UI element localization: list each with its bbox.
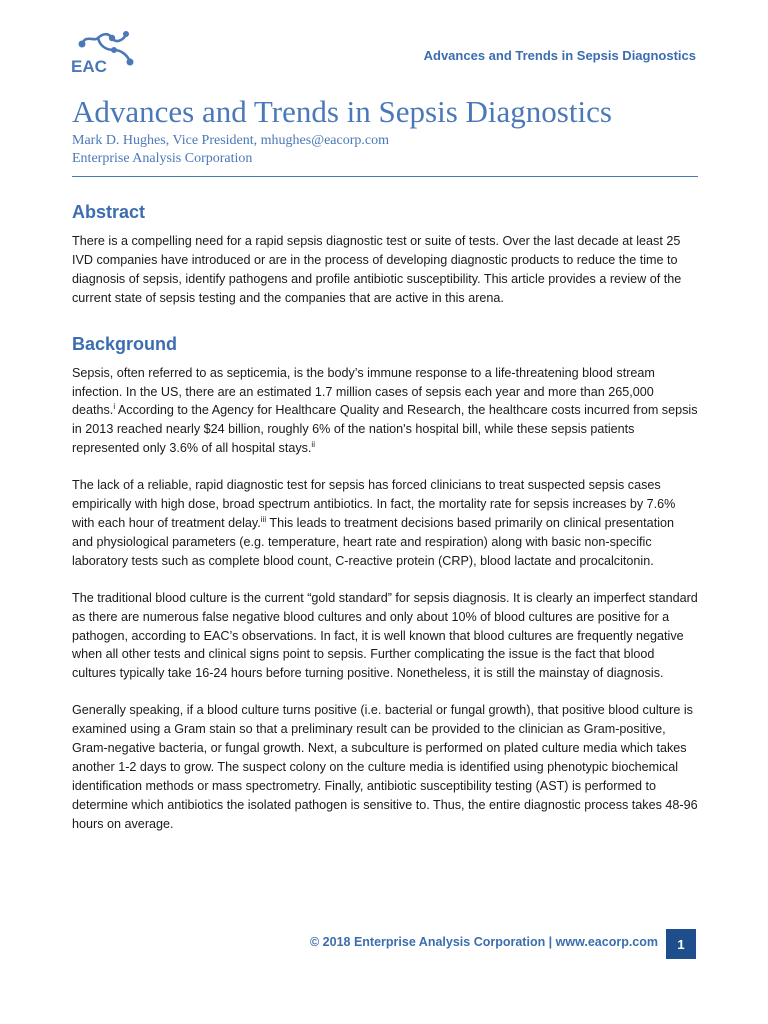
background-paragraph-3: The traditional blood culture is the current “gold standard” for sepsis diagnosis. It is clearly an imperfect standard as there are numerous false negative blood cultures and only about 10% of blood cultures are positive for a pathogen, according to EAC’s observations. In fact, it is well known that blood cultures are frequently negative when all other tests and clinical signs point to sepsis. Further complicating the issue is the fact that blood cultures typically take 16-24 hours before turning positive. Nonetheless, it is still the mainstay of diagnosis.	[72, 590, 698, 681]
abstract-heading: Abstract	[72, 202, 146, 222]
endnote-ref-ii[interactable]: ii	[311, 440, 315, 450]
article-body	[72, 200, 698, 834]
eac-logo	[70, 28, 136, 76]
organization-line: Enterprise Analysis Corporation	[72, 151, 253, 166]
molecule-logo-icon	[70, 28, 136, 76]
paragraph-text: The lack of a reliable, rapid diagnostic test for sepsis has forced clinicians to treat suspected sepsis cases empirically with high dose, broad spectrum antibiotics. In fact, the mortality rate for sepsis increases by 7.6% with each hour of treatment delay.	[72, 478, 676, 530]
endnote-ref-iii[interactable]: iii	[260, 514, 267, 524]
abstract-paragraph: There is a compelling need for a rapid sepsis diagnostic test or suite of tests. Over the last decade at least 25 IVD companies have introduced or are in the process of developing diagnostic products to reduce the time to diagnosis of sepsis, identify pathogens and profile antibiotic susceptibility. This article provides a review of the current state of sepsis testing and the companies that are active in this arena.	[72, 234, 682, 305]
paragraph-text: According to the Agency for Healthcare Quality and Research, the healthcare costs incurred from sepsis in 2013 reached nearly $24 billion, roughly 6% of the nation's hospital bill, while these sepsis patients represented only 3.6% of all hospital stays.	[72, 403, 698, 456]
title-divider	[72, 176, 698, 177]
paragraph-text: This leads to treatment decisions based primarily on clinical presentation and physiological parameters (e.g. temperature, heart rate and respiration) along with basic non-specific laboratory tests such as complete blood count, C-reactive protein (CRP), blood lactate and procalcitonin.	[72, 515, 674, 568]
background-heading: Background	[72, 333, 178, 354]
background-paragraph-4: Generally speaking, if a blood culture turns positive (i.e. bacterial or fungal growth), that positive blood culture is examined using a Gram stain so that a preliminary result can be provided to the clinician as Gram-positive, Gram-negative bacteria, or fungal growth. Next, a subculture is performed on plated culture media which takes another 1-2 days to grow. The suspect colony on the culture media is identified using phenotypic biochemical identification methods or mass spectrometry. Finally, antibiotic susceptibility testing (AST) is performed to determine which antibiotics the isolated pathogen is sensitive to. Thus, the entire diagnostic process takes 48-96 hours on average.	[72, 703, 698, 831]
background-paragraph-1	[72, 364, 698, 459]
footer-copyright: © 2018 Enterprise Analysis Corporation | www.eacorp.com	[310, 935, 658, 949]
running-header-title: Advances and Trends in Sepsis Diagnostics	[423, 48, 696, 63]
page-title: Advances and Trends in Sepsis Diagnostics	[72, 94, 612, 129]
endnote-ref-i[interactable]: i	[113, 402, 116, 412]
page-number: 1	[677, 936, 685, 952]
author-line: Mark D. Hughes, Vice President, mhughes@eacorp.com	[72, 133, 389, 148]
background-paragraph-2	[72, 476, 698, 571]
logo-text: EAC	[71, 57, 107, 76]
title-block	[72, 92, 698, 168]
page-number-badge	[666, 929, 696, 959]
paragraph-text: Sepsis, often referred to as septicemia, is the body’s immune response to a life-threatening blood stream infection. In the US, there are an estimated 1.7 million cases of sepsis each year and more than 265,000 deaths.	[72, 365, 655, 418]
